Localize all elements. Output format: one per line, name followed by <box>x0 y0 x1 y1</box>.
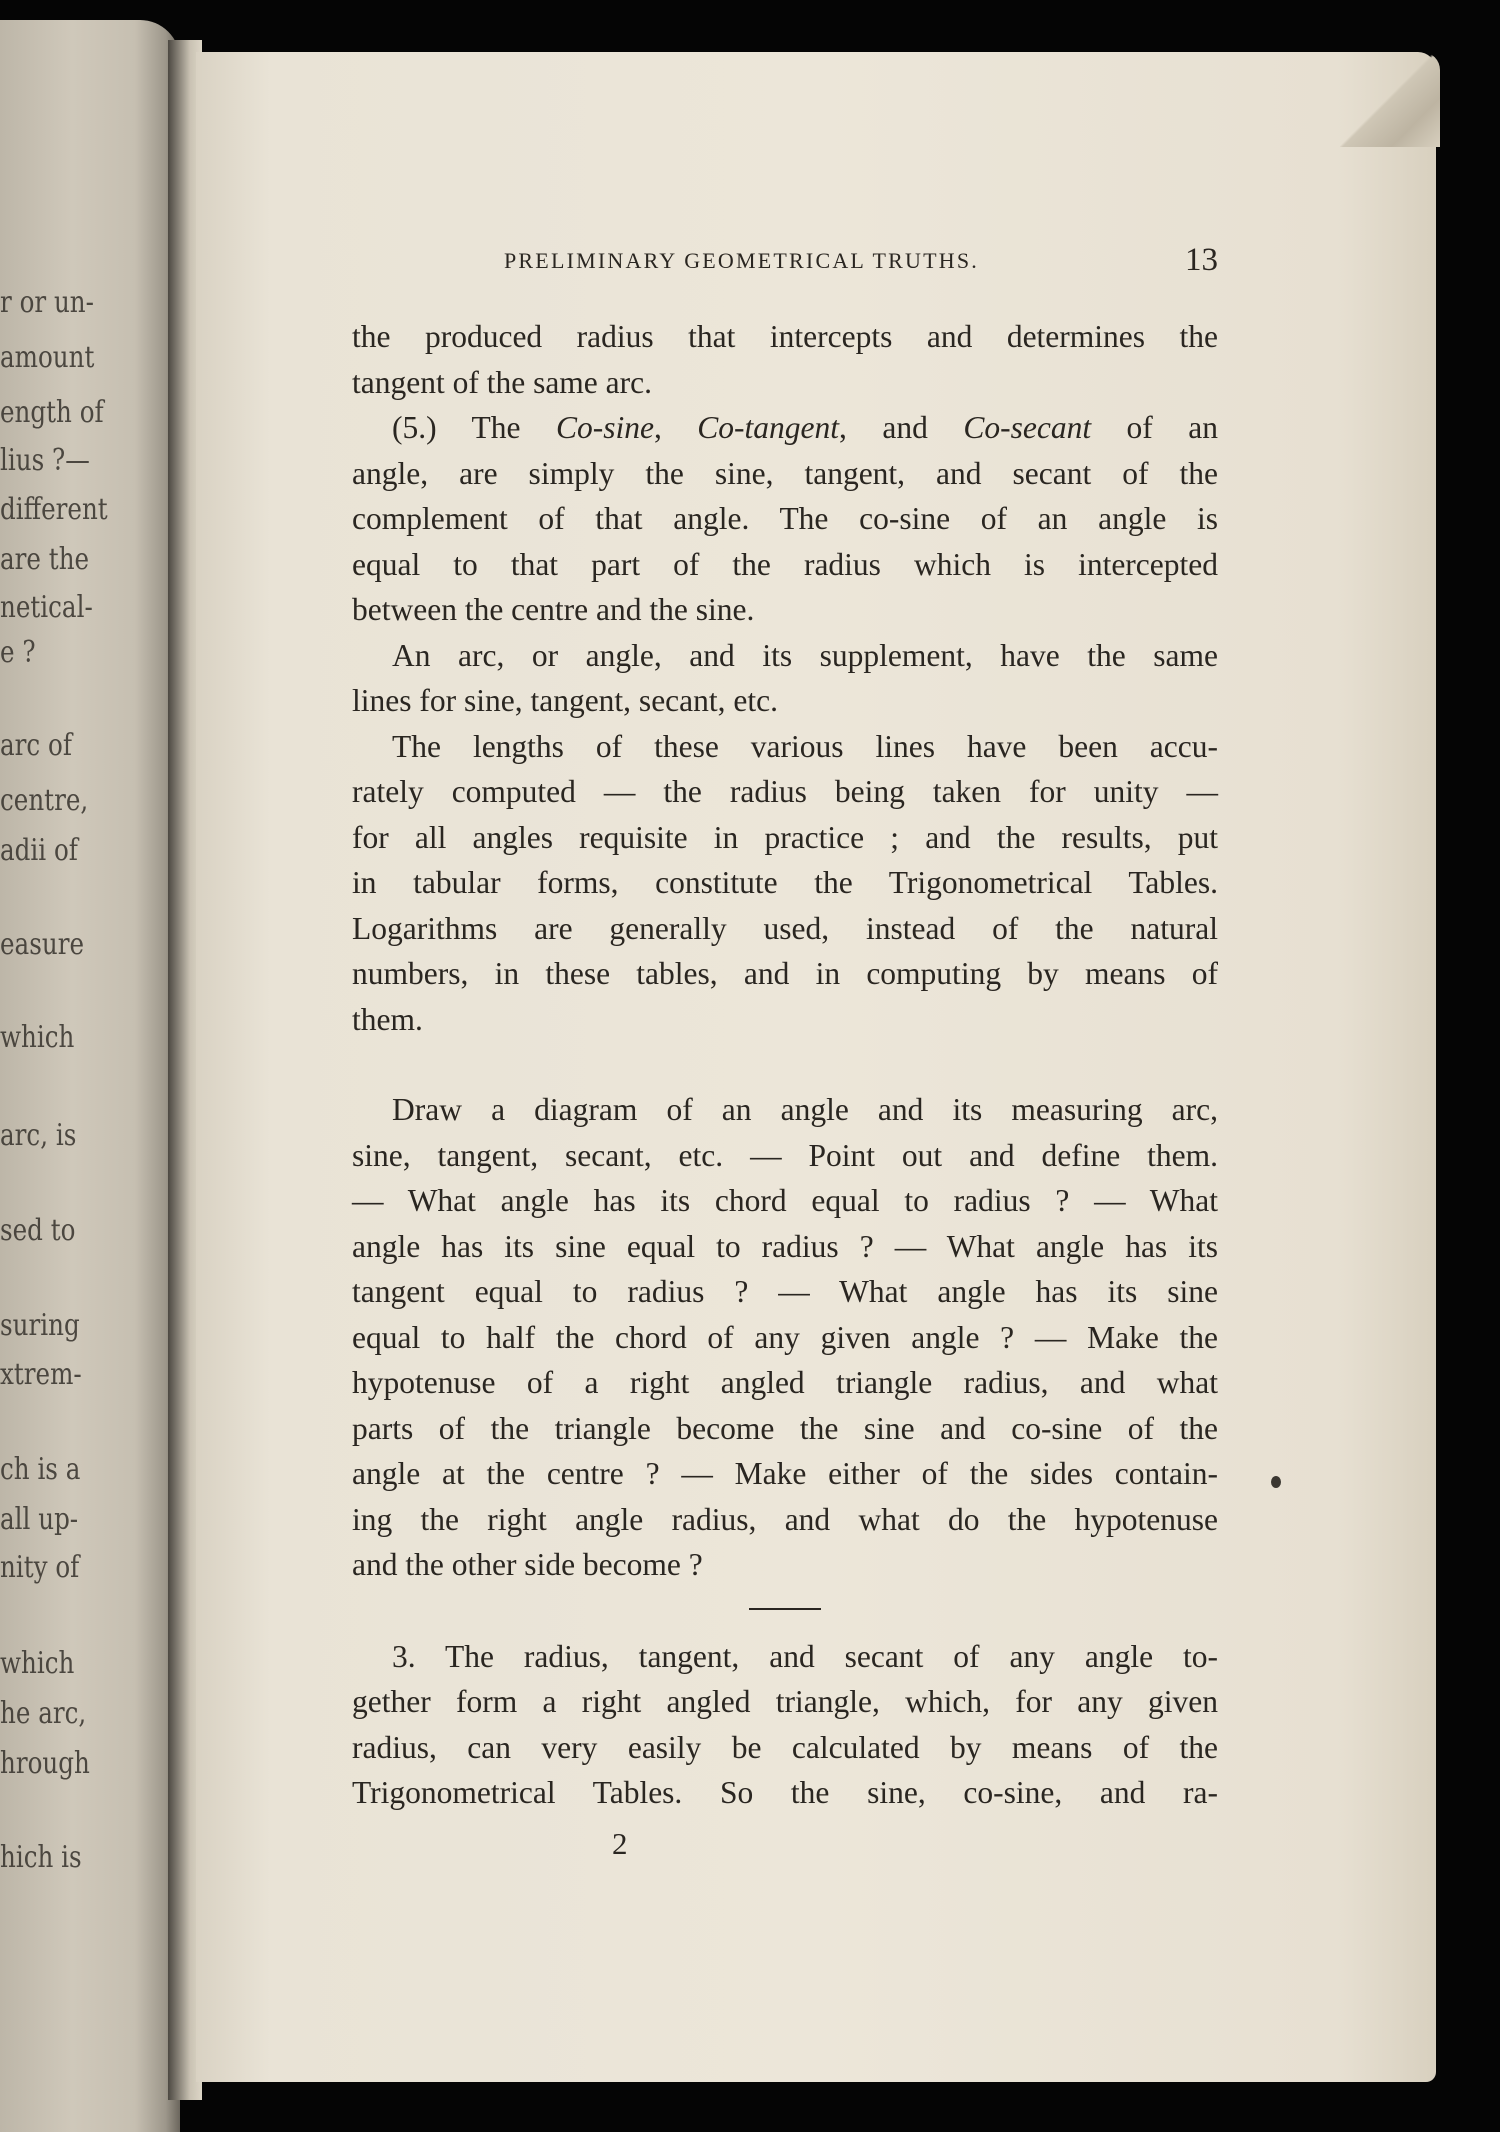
term-cotangent: Co-tangent <box>697 410 840 445</box>
section-gap <box>352 1042 1218 1087</box>
left-fragment: centre, <box>0 783 89 818</box>
left-fragment: he arc, <box>0 1696 87 1731</box>
left-fragment: hich is <box>0 1840 82 1875</box>
running-head <box>352 242 1218 288</box>
left-fragment: nity of <box>0 1550 80 1585</box>
text-line: rately computed — the radius being taken for unity — <box>352 774 1218 809</box>
text-line: equal to that part of the radius which is intercepted <box>352 546 1218 582</box>
question-line: angle has its sine equal to radius ? — What angle has its <box>352 1228 1218 1264</box>
left-fragment: e ? <box>0 635 36 670</box>
text-span: of an <box>1091 410 1218 445</box>
text-line: complement of that angle. The co-sine of an angle is <box>352 501 1218 536</box>
left-fragment: which <box>0 1020 75 1055</box>
left-fragment: ch is a <box>0 1452 81 1487</box>
question-line: tangent equal to radius ? — What angle has its sine <box>352 1274 1218 1309</box>
term-cosecant: Co-secant <box>963 410 1092 445</box>
page-body <box>352 314 1218 1816</box>
text-line: Logarithms are generally used, instead of the natural <box>352 910 1218 946</box>
left-fragment: r or un- <box>0 285 94 320</box>
question-line: Draw a diagram of an angle and its measuring arc, <box>392 1092 1218 1127</box>
running-head-title: PRELIMINARY GEOMETRICAL TRUTHS. <box>504 248 980 273</box>
text-line: Trigonometrical Tables. So the sine, co-sine, and ra- <box>352 1775 1218 1810</box>
text-line: An arc, or angle, and its supplement, have the same <box>392 637 1218 673</box>
text-line: the produced radius that intercepts and determines the <box>352 319 1218 354</box>
page-corner-wear <box>1340 52 1440 147</box>
left-fragment: lius ?— <box>0 443 90 478</box>
text-line: angle, are simply the sine, tangent, and secant of the <box>352 455 1218 491</box>
text-line: lines for sine, tangent, secant, etc. <box>352 683 778 718</box>
left-fragment: arc, is <box>0 1118 77 1153</box>
left-fragment: arc of <box>0 728 72 763</box>
term-cosine: Co-sine <box>555 410 654 445</box>
left-fragment: hrough <box>0 1746 90 1781</box>
text-span: , <box>653 410 698 445</box>
question-line: sine, tangent, secant, etc. — Point out and define them. <box>352 1137 1218 1173</box>
left-fragment: sed to <box>0 1213 76 1248</box>
text-line: them. <box>352 1001 423 1037</box>
left-fragment: suring <box>0 1308 80 1343</box>
left-fragment: are the <box>0 542 90 577</box>
text-line: The lengths of these various lines have been accu- <box>392 728 1218 764</box>
section-rule <box>749 1608 821 1610</box>
text-span: , and <box>839 410 964 445</box>
left-fragment: adii of <box>0 833 78 868</box>
text-span: (5.) The <box>392 410 556 445</box>
question-line: and the other side become ? <box>352 1547 703 1582</box>
question-line: angle at the centre ? — Make either of the sides contain- <box>352 1456 1218 1491</box>
text-line: between the centre and the sine. <box>352 592 755 627</box>
signature-mark: 2 <box>612 1826 628 1861</box>
text-line: for all angles requisite in practice ; and the results, put <box>352 819 1218 855</box>
text-line: radius, can very easily be calculated by means of the <box>352 1729 1218 1765</box>
left-fragment: amount <box>0 340 95 375</box>
question-line: hypotenuse of a right angled triangle radius, and what <box>352 1365 1218 1400</box>
paragraph-5-first-line <box>352 405 1218 451</box>
question-line: equal to half the chord of any given angle ? — Make the <box>352 1319 1218 1355</box>
left-fragment: easure <box>0 927 85 962</box>
question-line: parts of the triangle become the sine and co-sine of the <box>352 1410 1218 1446</box>
left-fragment: netical- <box>0 590 93 625</box>
page-number: 13 <box>1185 242 1218 278</box>
text-line: gether form a right angled triangle, which, for any given <box>352 1684 1218 1719</box>
left-fragment: ength of <box>0 395 104 430</box>
left-fragment: all up- <box>0 1502 79 1537</box>
question-line: — What angle has its chord equal to radius ? — What <box>352 1183 1218 1218</box>
left-fragment: xtrem- <box>0 1357 82 1392</box>
facing-page-left <box>0 20 180 2132</box>
text-line: tangent of the same arc. <box>352 364 652 400</box>
text-line: numbers, in these tables, and in computing by means of <box>352 956 1218 991</box>
left-fragment: different <box>0 492 108 527</box>
text-line: 3. The radius, tangent, and secant of any angle to- <box>392 1638 1218 1674</box>
text-line: in tabular forms, constitute the Trigonometrical Tables. <box>352 865 1218 900</box>
question-line: ing the right angle radius, and what do the hypotenuse <box>352 1501 1218 1537</box>
left-fragment: which <box>0 1646 75 1681</box>
ink-speck <box>1271 1476 1281 1488</box>
